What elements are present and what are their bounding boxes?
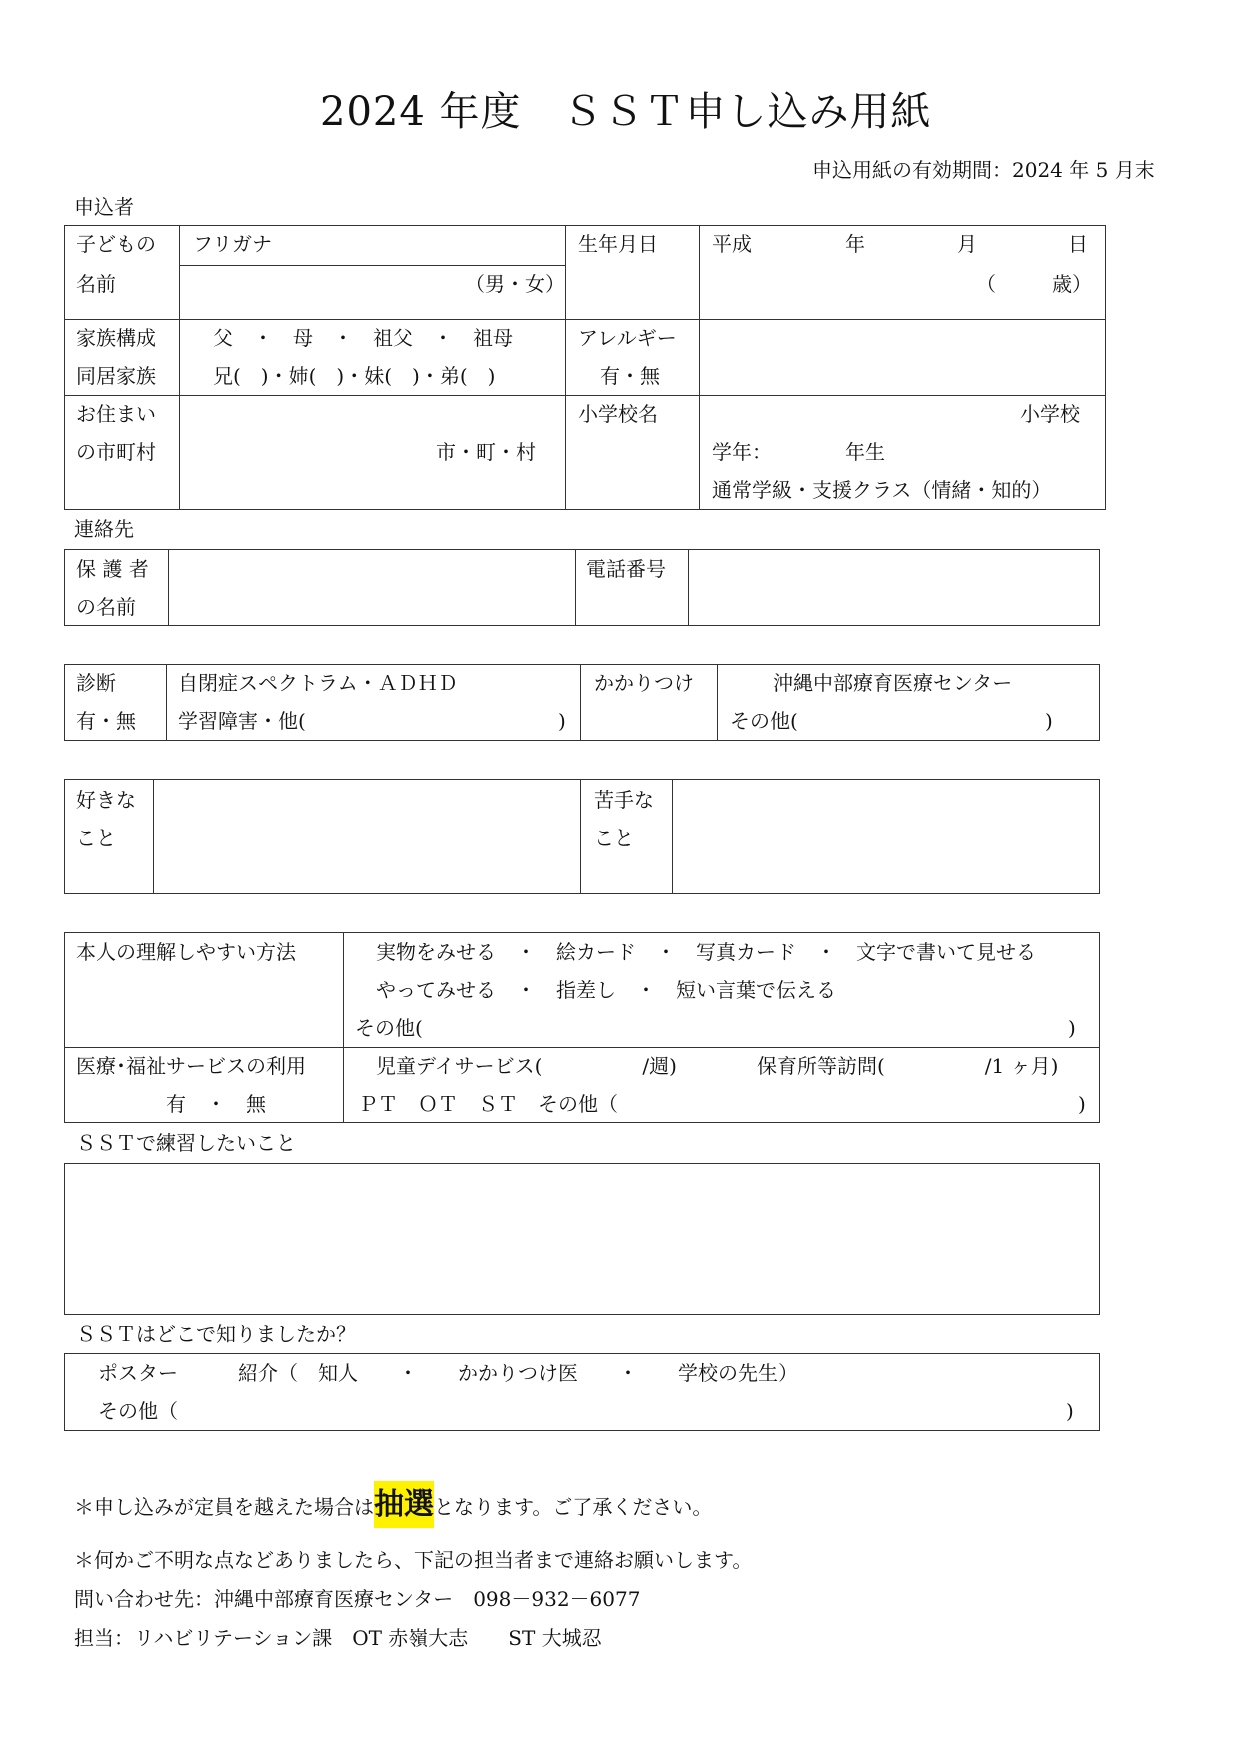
diagnosis-yes-no[interactable]: 有・無 — [76, 709, 136, 733]
service-visit[interactable]: 保育所等訪問( /1 ヶ月) — [757, 1054, 1059, 1078]
birthdate-label: 生年月日 — [578, 232, 658, 256]
year-label: 年 — [845, 232, 865, 256]
note-inquiry-request: ＊何かご不明な点などありましたら、下記の担当者まで連絡お願いします。 — [74, 1548, 753, 1572]
diagnosis-label: 診断 — [76, 671, 116, 695]
validity-period: 申込用紙の有効期間：2024 年 5 月末 — [812, 158, 1155, 182]
age-open: （ — [976, 272, 996, 296]
age-close: 歳） — [1052, 272, 1092, 296]
understanding-options-1[interactable]: 実物をみせる ・ 絵カード ・ 写真カード ・ 文字で書いて見せる — [376, 940, 1036, 964]
note-lottery — [74, 1487, 713, 1522]
diagnosis-close-paren: ) — [558, 709, 566, 733]
source-other[interactable]: その他（ — [98, 1399, 178, 1423]
note-lottery-post: となります。ご了承ください。 — [434, 1495, 713, 1519]
family-label-2: 同居家族 — [76, 364, 156, 388]
diagnosis-options-2[interactable]: 学習障害・他( — [178, 709, 306, 733]
school-label: 小学校名 — [578, 402, 658, 426]
source-options[interactable]: ポスター 紹介（ 知人 ・ かかりつけ医 ・ 学校の先生） — [98, 1361, 798, 1385]
understanding-label: 本人の理解しやすい方法 — [76, 940, 296, 964]
likes-label-2: こと — [76, 826, 116, 850]
applicant-section-label: 申込者 — [74, 195, 134, 219]
service-close-paren: ) — [1078, 1092, 1086, 1116]
source-close-paren: ) — [1066, 1399, 1074, 1423]
source-label: ＳＳＴはどこで知りましたか？ — [76, 1322, 356, 1346]
allergy-options[interactable]: 有・無 — [600, 364, 660, 388]
address-label-2: の市町村 — [76, 440, 156, 464]
class-type-options[interactable]: 通常学級・支援クラス（情緒・知的） — [712, 478, 1052, 502]
practice-label: ＳＳＴで練習したいこと — [76, 1131, 296, 1155]
note-lottery-pre: ＊申し込みが定員を越えた場合は — [74, 1495, 374, 1519]
dislikes-label-1: 苦手な — [594, 788, 654, 812]
guardian-label-1: 保 護 者 — [76, 557, 149, 581]
practice-textarea[interactable] — [64, 1163, 1100, 1315]
family-options-1[interactable]: 父 ・ 母 ・ 祖父 ・ 祖母 — [213, 326, 513, 350]
inquiry-contact: 問い合わせ先：沖縄中部療育医療センター 098－932－6077 — [74, 1587, 641, 1611]
diagnosis-options-1[interactable]: 自閉症スペクトラム・ＡＤＨＤ — [178, 671, 458, 695]
family-options-2[interactable]: 兄( )・姉( )・妹( )・弟( ) — [213, 364, 496, 388]
child-name-label-2: 名前 — [76, 272, 116, 296]
phone-label: 電話番号 — [586, 557, 666, 581]
understanding-other[interactable]: その他( — [355, 1016, 423, 1040]
clinic-option-1[interactable]: 沖縄中部療育医療センター — [773, 671, 1013, 695]
day-label: 日 — [1068, 232, 1088, 256]
month-label: 月 — [957, 232, 977, 256]
understanding-close-paren: ) — [1068, 1016, 1076, 1040]
clinic-close-paren: ) — [1045, 709, 1053, 733]
service-label: 医療･福祉サービスの利用 — [76, 1054, 306, 1078]
era-label: 平成 — [712, 232, 752, 256]
address-label-1: お住まい — [76, 402, 156, 426]
city-options[interactable]: 市・町・村 — [436, 440, 536, 464]
clinic-option-other[interactable]: その他( — [730, 709, 798, 733]
contact-section-label: 連絡先 — [74, 517, 134, 541]
likes-label-1: 好きな — [76, 788, 136, 812]
staff-contact: 担当：リハビリテーション課 OT 赤嶺大志 ST 大城忍 — [74, 1626, 602, 1650]
dislikes-label-2: こと — [594, 826, 634, 850]
understanding-options-2[interactable]: やってみせる ・ 指差し ・ 短い言葉で伝える — [376, 978, 836, 1002]
grade-suffix: 年生 — [845, 440, 885, 464]
school-suffix: 小学校 — [1020, 402, 1080, 426]
clinic-label: かかりつけ — [594, 671, 694, 695]
child-name-label-1: 子どもの — [76, 232, 156, 256]
page-title: 2024 年度 ＳＳＴ申し込み用紙 — [320, 89, 932, 135]
furigana-label[interactable]: フリガナ — [193, 232, 272, 256]
lottery-highlight: 抽選 — [374, 1481, 434, 1528]
service-day[interactable]: 児童デイサービス( /週) — [376, 1054, 677, 1078]
service-therapy[interactable]: ＰＴ ＯＴ ＳＴ その他（ — [358, 1092, 618, 1116]
guardian-label-2: の名前 — [76, 595, 136, 619]
allergy-label: アレルギー — [578, 326, 677, 350]
service-yes-no[interactable]: 有 ・ 無 — [166, 1092, 266, 1116]
grade-label: 学年： — [712, 440, 772, 464]
gender-options[interactable]: （男・女） — [465, 272, 565, 296]
family-label-1: 家族構成 — [76, 326, 156, 350]
